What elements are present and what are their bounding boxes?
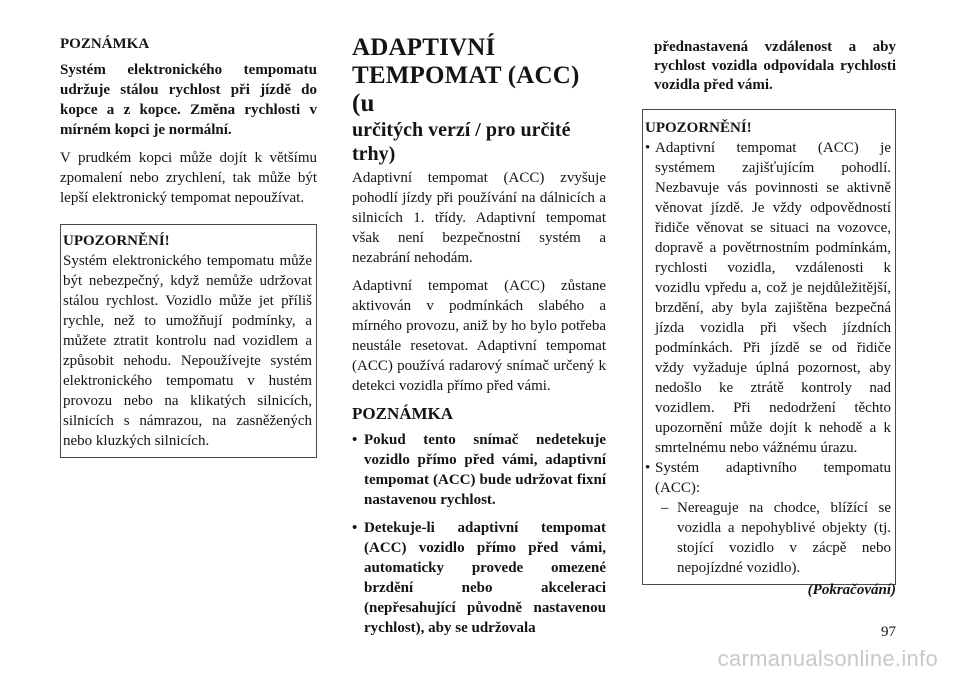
paragraph: Adaptivní tempomat (ACC) zůstane aktivován v podmínkách slabého a mírného provozu, aniž by ho bylo potřeba neustále resetovat. Adaptivní tempomat (ACC) používá radarový snímač určený k detekci vozidla přímo před vámi.	[352, 278, 606, 394]
list-item-text: Adaptivní tempomat (ACC) je systémem zajišťujícím pohodlí. Nezbavuje vás povinnosti se aktivně věnovat jízdě. Je vždy odpovědností řidiče věnovat se situaci na vozovce, dopravě a povětrnostním podmínkám, rychlosti vozidla, vzdálenosti k vozidlu vpředu a, což je nejdůležitější, brzdění, aby byla zajištěna bezpečná jízda vozidla při všech jízdních podmínkách. Při jízdě se od řidiče vždy vyžaduje úplná pozornost, aby nedošlo ke ztrátě kontroly nad vozidlem. Při nedodržení těchto upozornění může dojít k nehodě a k smrtelnému nebo vážnému úrazu.	[655, 140, 891, 456]
list-item-text: Pokud tento snímač nedetekuje vozidlo přímo před vámi, adaptivní tempomat (ACC) bude udržovat fixní nastavenou rychlost.	[364, 432, 606, 508]
note-heading: POZNÁMKA	[352, 404, 454, 423]
middle-column	[352, 34, 606, 638]
section-title: ADAPTIVNÍ TEMPOMAT (ACC) (u	[352, 34, 580, 117]
warning-heading: UPOZORNĚNÍ!	[63, 233, 170, 249]
continued-label: (Pokračování)	[807, 582, 896, 598]
list-item-text: Systém adaptivního tempomatu (ACC):	[655, 460, 891, 496]
dash-item	[661, 498, 891, 578]
dash-mark: –	[661, 500, 669, 516]
section-subtitle: určitých verzí / pro určité trhy)	[352, 119, 571, 165]
bullet-mark: •	[352, 520, 358, 536]
right-column	[642, 38, 896, 585]
page-number: 97	[881, 624, 896, 640]
warning-heading: UPOZORNĚNÍ!	[645, 120, 752, 136]
note-heading: POZNÁMKA	[60, 36, 150, 52]
list-item	[645, 138, 891, 458]
list-item	[352, 518, 606, 638]
list-item	[352, 430, 606, 510]
bullet-continuation: přednastavená vzdálenost a aby rychlost vozidla odpovídala rychlosti vozidla před vámi.	[654, 39, 896, 93]
bullet-mark: •	[352, 432, 358, 448]
note-bullet-list	[352, 430, 606, 638]
warning-text: Systém elektronického tempomatu může být nebezpečný, když nemůže udržovat stálou rychlost. Vozidlo může jet příliš rychle, než to umožňují podmínky, a můžete ztratit kontrolu nad vozidlem a způsobit nehodu. Nepoužívejte systém elektronického tempomatu v hustém provozu nebo na klikatých silnicích, silnicích s námrazou, na zasněžených nebo kluzkých silnicích.	[63, 253, 312, 449]
watermark: carmanualsonline.info	[717, 646, 938, 671]
bullet-mark: •	[645, 460, 651, 476]
paragraph: V prudkém kopci může dojít k většímu zpomalení nebo zrychlení, tak může být lepší elektronický tempomat nepoužívat.	[60, 150, 317, 206]
warning-box	[60, 224, 317, 458]
bullet-mark: •	[645, 140, 651, 156]
note-text: Systém elektronického tempomatu udržuje stálou rychlost při jízdě do kopce a z kopce. Změna rychlosti v mírném kopci je normální.	[60, 62, 317, 138]
left-column	[60, 34, 317, 458]
list-item	[645, 458, 891, 578]
warning-list	[645, 138, 891, 578]
warning-box	[642, 109, 896, 585]
dash-list	[655, 498, 891, 578]
paragraph: Adaptivní tempomat (ACC) zvyšuje pohodlí jízdy při používání na dálnicích a silnicích 1. třídy. Adaptivní tempomat však není bezpečnostní systém a nezabrání nehodám.	[352, 170, 606, 266]
list-item-text: Detekuje-li adaptivní tempomat (ACC) vozidlo přímo před vámi, automaticky provede omezené brzdění nebo akceleraci (nepřesahující původně nastavenou rychlost), aby se udržovala	[364, 520, 606, 636]
dash-item-text: Nereaguje na chodce, blížící se vozidla a nepohyblivé objekty (tj. stojící vozidlo v zácpě nebo nepojízdné vozidlo).	[677, 500, 891, 576]
